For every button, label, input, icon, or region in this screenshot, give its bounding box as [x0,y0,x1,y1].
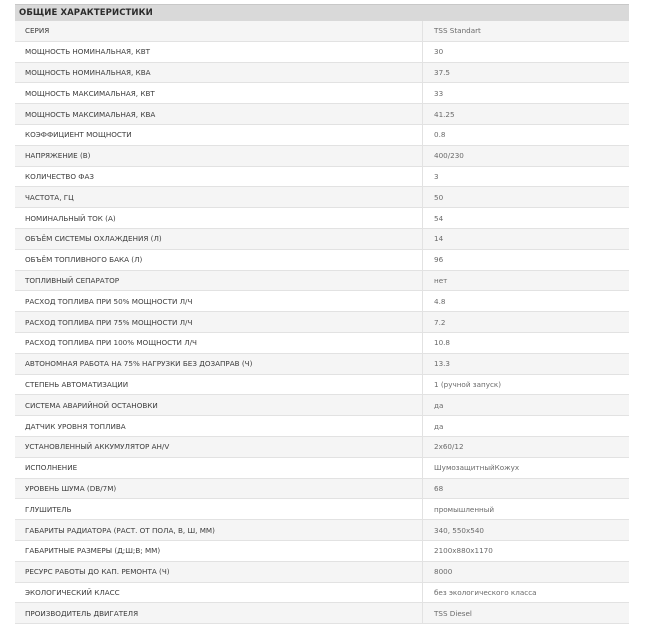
spec-value: 10.8 [423,332,630,353]
spec-row-fuel-tank [15,249,629,270]
spec-value: промышленный [423,499,630,520]
spec-value: 2100x880x1170 [423,540,630,561]
spec-label: ДАТЧИК УРОВНЯ ТОПЛИВА [15,416,423,437]
spec-value: да [423,416,630,437]
spec-row-fuel-separator [15,270,629,291]
spec-value: 4.8 [423,291,630,312]
spec-row-service-life [15,561,629,582]
spec-row-execution [15,457,629,478]
spec-label: ТОПЛИВНЫЙ СЕПАРАТОР [15,270,423,291]
spec-row-muffler [15,499,629,520]
spec-value: без экологического класса [423,582,630,603]
spec-value: да [423,395,630,416]
spec-row-overall-dimensions [15,540,629,561]
spec-label: НАПРЯЖЕНИЕ (В) [15,145,423,166]
spec-label: УСТАНОВЛЕННЫЙ АККУМУЛЯТОР АН/V [15,436,423,457]
spec-row-max-power-kva [15,104,629,125]
spec-label: РАСХОД ТОПЛИВА ПРИ 100% МОЩНОСТИ Л/Ч [15,332,423,353]
spec-value: 37.5 [423,62,630,83]
spec-label: ИСПОЛНЕНИЕ [15,457,423,478]
spec-label: АВТОНОМНАЯ РАБОТА НА 75% НАГРУЗКИ БЕЗ ДОЗАПРАВ (Ч) [15,353,423,374]
spec-row-phases [15,166,629,187]
spec-row-series [15,21,629,41]
spec-row-fuel-100 [15,332,629,353]
spec-value: 1 (ручной запуск) [423,374,630,395]
spec-value: ШумозащитныйКожух [423,457,630,478]
spec-row-frequency [15,187,629,208]
spec-value: 8000 [423,561,630,582]
spec-value: 41.25 [423,104,630,125]
spec-label: ЭКОЛОГИЧЕСКИЙ КЛАСС [15,582,423,603]
spec-label: МОЩНОСТЬ МАКСИМАЛЬНАЯ, КВТ [15,83,423,104]
spec-value: 68 [423,478,630,499]
specs-table [15,21,629,624]
spec-row-radiator-dimensions [15,520,629,541]
spec-label: СЕРИЯ [15,21,423,41]
spec-value: 14 [423,228,630,249]
spec-value: 0.8 [423,124,630,145]
spec-label: МОЩНОСТЬ МАКСИМАЛЬНАЯ, КВА [15,104,423,125]
spec-row-cooling-volume [15,228,629,249]
spec-value: нет [423,270,630,291]
spec-row-nominal-power-kva [15,62,629,83]
spec-label: КОЛИЧЕСТВО ФАЗ [15,166,423,187]
general-specs-section [15,4,629,624]
spec-label: РАСХОД ТОПЛИВА ПРИ 50% МОЩНОСТИ Л/Ч [15,291,423,312]
spec-value: 2x60/12 [423,436,630,457]
spec-label: РАСХОД ТОПЛИВА ПРИ 75% МОЩНОСТИ Л/Ч [15,312,423,333]
spec-row-nominal-power-kw [15,41,629,62]
spec-row-automation [15,374,629,395]
spec-label: ЧАСТОТА, ГЦ [15,187,423,208]
spec-value: 400/230 [423,145,630,166]
spec-value: 13.3 [423,353,630,374]
spec-row-emergency-stop [15,395,629,416]
spec-label: КОЭФФИЦИЕНТ МОЩНОСТИ [15,124,423,145]
spec-row-battery [15,436,629,457]
spec-label: РЕСУРС РАБОТЫ ДО КАП. РЕМОНТА (Ч) [15,561,423,582]
spec-value: TSS Diesel [423,603,630,624]
spec-label: НОМИНАЛЬНЫЙ ТОК (А) [15,208,423,229]
spec-label: СИСТЕМА АВАРИЙНОЙ ОСТАНОВКИ [15,395,423,416]
spec-value: 7.2 [423,312,630,333]
spec-label: ГАБАРИТЫ РАДИАТОРА (РАСТ. ОТ ПОЛА, В, Ш, ММ) [15,520,423,541]
spec-row-fuel-50 [15,291,629,312]
spec-value: TSS Standart [423,21,630,41]
spec-value: 96 [423,249,630,270]
spec-label: ОБЪЁМ ТОПЛИВНОГО БАКА (Л) [15,249,423,270]
spec-row-power-factor [15,124,629,145]
spec-label: СТЕПЕНЬ АВТОМАТИЗАЦИИ [15,374,423,395]
spec-label: ПРОИЗВОДИТЕЛЬ ДВИГАТЕЛЯ [15,603,423,624]
spec-value: 54 [423,208,630,229]
spec-row-voltage [15,145,629,166]
spec-row-fuel-sensor [15,416,629,437]
spec-row-nominal-current [15,208,629,229]
spec-row-autonomy [15,353,629,374]
spec-label: ГЛУШИТЕЛЬ [15,499,423,520]
spec-value: 3 [423,166,630,187]
spec-row-noise-level [15,478,629,499]
spec-label: ОБЪЁМ СИСТЕМЫ ОХЛАЖДЕНИЯ (Л) [15,228,423,249]
spec-label: УРОВЕНЬ ШУМА (DB/7M) [15,478,423,499]
spec-row-eco-class [15,582,629,603]
section-title: ОБЩИЕ ХАРАКТЕРИСТИКИ [15,4,629,21]
spec-value: 33 [423,83,630,104]
spec-label: МОЩНОСТЬ НОМИНАЛЬНАЯ, КВА [15,62,423,83]
spec-value: 50 [423,187,630,208]
spec-row-fuel-75 [15,312,629,333]
specs-table-body [15,21,629,624]
spec-label: ГАБАРИТНЫЕ РАЗМЕРЫ (Д;Ш;В; ММ) [15,540,423,561]
spec-value: 340, 550x540 [423,520,630,541]
spec-label: МОЩНОСТЬ НОМИНАЛЬНАЯ, КВТ [15,41,423,62]
spec-value: 30 [423,41,630,62]
spec-row-max-power-kw [15,83,629,104]
spec-row-engine-manufacturer [15,603,629,624]
